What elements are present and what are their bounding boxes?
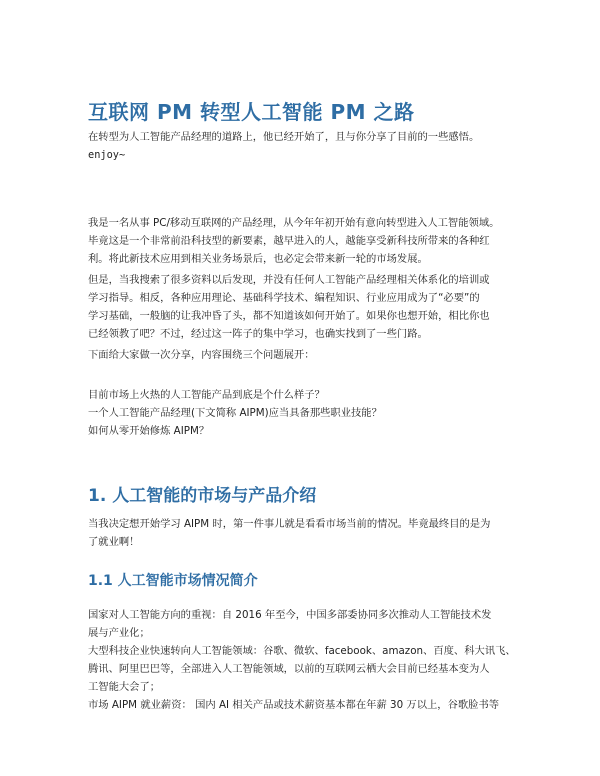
- paragraph-line: 但是，当我搜索了很多资料以后发现，并没有任何人工智能产品经理相关体系化的培训或: [88, 274, 490, 286]
- paragraph-line: 了就业啊！: [88, 536, 140, 548]
- paragraph-line: 当我决定想开始学习 AIPM 时，第一件事儿就是看看市场当前的情况。毕竟最终目的是为: [88, 518, 491, 530]
- paragraph-background: [88, 214, 528, 268]
- paragraph-line: 展与产业化；: [88, 627, 150, 639]
- paragraph-line: 我是一名从事 PC/移动互联网的产品经理，从今年年初开始有意向转型进入人工智能领域。: [88, 217, 500, 229]
- question-item: 如何从零开始修炼 AIPM？: [88, 425, 210, 437]
- question-list: [88, 386, 528, 440]
- section-1-1-body: [88, 606, 528, 714]
- intro-paragraph: [88, 128, 528, 164]
- paragraph-line: 已经领教了吧？不过，经过这一阵子的集中学习，也确实找到了一些门路。: [88, 328, 428, 340]
- section-1-1-heading: 1.1 人工智能市场情况简介: [88, 573, 258, 589]
- document-title: 互联网 PM 转型人工智能 PM 之路: [88, 100, 415, 124]
- paragraph-line: 工智能大会了；: [88, 681, 161, 693]
- section-1-heading: 1. 人工智能的市场与产品介绍: [88, 486, 317, 506]
- question-item: 一个人工智能产品经理(下文简称 AIPM)应当具备那些职业技能？: [88, 407, 382, 419]
- paragraph-line: 毕竟这是一个非常前沿科技型的新要素，越早进入的人，越能享受新科技所带来的各种红: [88, 235, 490, 247]
- intro-line: enjoy~: [88, 149, 126, 161]
- paragraph-line: 学习指导。相反，各种应用理论、基础科学技术、编程知识、行业应用成为了“必要”的: [88, 292, 480, 304]
- intro-line: 在转型为人工智能产品经理的道路上，他已经开始了，且与你分享了目前的一些感悟。: [88, 131, 480, 143]
- paragraph-line: 利。将此新技术应用到相关业务场景后，也必定会带来新一轮的市场发展。: [88, 253, 428, 265]
- paragraph-line: 国家对人工智能方向的重视：自 2016 年至今，中国多部委协同多次推动人工智能技术发: [88, 609, 492, 621]
- paragraph-challenge: [88, 271, 528, 343]
- paragraph-line: 下面给大家做一次分享，内容围绕三个问题展开：: [88, 349, 315, 361]
- section-1-body: [88, 515, 528, 551]
- paragraph-line: 腾讯、阿里巴巴等，全部进入人工智能领域，以前的互联网云栖大会目前已经基本变为人: [88, 663, 490, 675]
- question-item: 目前市场上火热的人工智能产品到底是个什么样子？: [88, 389, 325, 401]
- paragraph-line: 学习基础，一般脑的让我冲昏了头，都不知道该如何开始了。如果你也想开始，相比你也: [88, 310, 490, 322]
- paragraph-outline: [88, 346, 528, 364]
- paragraph-line: 大型科技企业快速转向人工智能领域：谷歌、微软、facebook、amazon、百度、科大讯飞、: [88, 645, 516, 657]
- paragraph-line: 市场 AIPM 就业薪资： 国内 AI 相关产品或技术薪资基本都在年薪 30 万以上，谷歌脸书等: [88, 699, 500, 711]
